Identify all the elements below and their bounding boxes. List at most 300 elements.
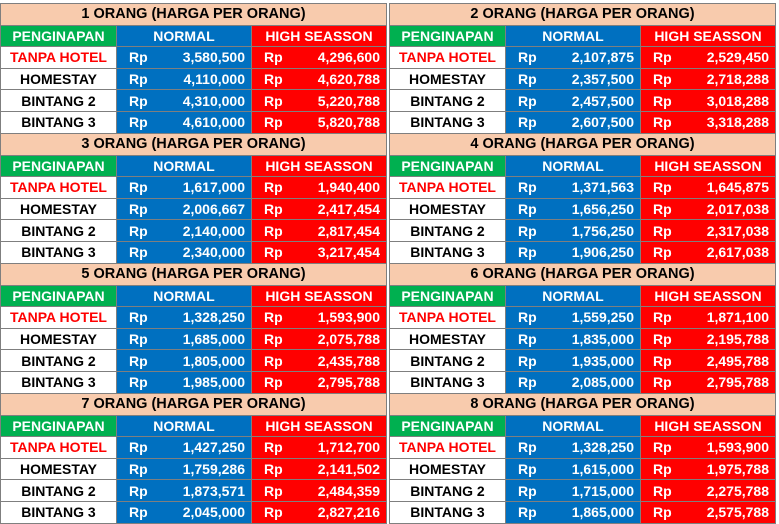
normal-price [117, 480, 252, 502]
accommodation-name: BINTANG 3 [1, 371, 117, 393]
currency-label: Rp [653, 309, 672, 326]
currency-label: Rp [518, 309, 537, 326]
accommodation-name: BINTANG 2 [390, 90, 506, 112]
normal-price [506, 458, 641, 480]
currency-label: Rp [518, 49, 537, 66]
high-season-price-value: 2,017,038 [706, 201, 769, 218]
table-row [1, 437, 387, 459]
table-row [390, 501, 776, 523]
currency-label: Rp [264, 504, 283, 521]
accommodation-name: TANPA HOTEL [390, 177, 506, 199]
price-table-grid [0, 3, 387, 134]
accommodation-name: HOMESTAY [390, 198, 506, 220]
currency-label: Rp [518, 114, 537, 131]
accommodation-name: BINTANG 2 [390, 220, 506, 242]
high-season-price [641, 350, 776, 372]
normal-price-value: 2,140,000 [182, 222, 245, 239]
high-season-price [252, 177, 387, 199]
currency-label: Rp [518, 439, 537, 456]
normal-price [506, 307, 641, 329]
table-row [390, 111, 776, 133]
header-high-season: HIGH SEASSON [252, 415, 387, 437]
price-table [389, 133, 775, 264]
high-season-price [641, 371, 776, 393]
table-title: 4 ORANG (HARGA PER ORANG) [390, 134, 776, 156]
high-season-price-value: 3,018,288 [706, 92, 769, 109]
table-row [390, 350, 776, 372]
currency-label: Rp [129, 114, 148, 131]
currency-label: Rp [129, 439, 148, 456]
high-season-price [252, 220, 387, 242]
high-season-price-value: 4,296,600 [317, 49, 380, 66]
accommodation-name: BINTANG 2 [390, 350, 506, 372]
header-normal: NORMAL [506, 415, 641, 437]
high-season-price [252, 68, 387, 90]
price-table [0, 263, 386, 394]
table-title: 6 ORANG (HARGA PER ORANG) [390, 264, 776, 286]
accommodation-name: TANPA HOTEL [1, 177, 117, 199]
currency-label: Rp [653, 331, 672, 348]
currency-label: Rp [264, 92, 283, 109]
currency-label: Rp [653, 504, 672, 521]
normal-price [506, 198, 641, 220]
high-season-price [641, 480, 776, 502]
high-season-price-value: 2,417,454 [317, 201, 380, 218]
accommodation-name: BINTANG 2 [1, 480, 117, 502]
table-row [390, 307, 776, 329]
normal-price-value: 2,107,875 [571, 49, 634, 66]
high-season-price [641, 458, 776, 480]
accommodation-name: BINTANG 3 [390, 241, 506, 263]
header-high-season: HIGH SEASSON [641, 25, 776, 47]
header-high-season: HIGH SEASSON [641, 415, 776, 437]
price-table-grid [0, 133, 387, 264]
high-season-price-value: 3,318,288 [706, 114, 769, 131]
accommodation-name: TANPA HOTEL [390, 47, 506, 69]
normal-price-value: 1,835,000 [571, 331, 634, 348]
normal-price [117, 68, 252, 90]
table-row [1, 241, 387, 263]
currency-label: Rp [264, 331, 283, 348]
currency-label: Rp [653, 461, 672, 478]
currency-label: Rp [129, 179, 148, 196]
currency-label: Rp [518, 482, 537, 499]
normal-price-value: 1,427,250 [182, 439, 245, 456]
currency-label: Rp [129, 482, 148, 499]
table-row [1, 501, 387, 523]
normal-price-value: 1,935,000 [571, 352, 634, 369]
high-season-price-value: 2,718,288 [706, 71, 769, 88]
normal-price [117, 458, 252, 480]
high-season-price [252, 241, 387, 263]
high-season-price [641, 307, 776, 329]
currency-label: Rp [653, 179, 672, 196]
header-penginapan: PENGINAPAN [390, 415, 506, 437]
table-row [1, 480, 387, 502]
high-season-price-value: 3,217,454 [317, 244, 380, 261]
normal-price-value: 3,580,500 [182, 49, 245, 66]
high-season-price [641, 198, 776, 220]
table-row [1, 220, 387, 242]
high-season-price-value: 1,975,788 [706, 461, 769, 478]
high-season-price-value: 2,195,788 [706, 331, 769, 348]
high-season-price-value: 2,275,788 [706, 482, 769, 499]
normal-price [506, 90, 641, 112]
normal-price [117, 177, 252, 199]
price-table-grid [389, 133, 776, 264]
normal-price [506, 501, 641, 523]
table-title: 8 ORANG (HARGA PER ORANG) [390, 394, 776, 416]
normal-price [117, 437, 252, 459]
high-season-price [252, 371, 387, 393]
header-high-season: HIGH SEASSON [252, 155, 387, 177]
normal-price-value: 1,328,250 [182, 309, 245, 326]
currency-label: Rp [129, 92, 148, 109]
currency-label: Rp [653, 439, 672, 456]
normal-price-value: 1,715,000 [571, 482, 634, 499]
accommodation-name: HOMESTAY [1, 198, 117, 220]
accommodation-name: HOMESTAY [1, 68, 117, 90]
header-high-season: HIGH SEASSON [252, 25, 387, 47]
normal-price [117, 328, 252, 350]
accommodation-name: BINTANG 2 [1, 350, 117, 372]
normal-price [506, 68, 641, 90]
table-row [390, 480, 776, 502]
price-table-grid [389, 393, 776, 524]
table-row [390, 47, 776, 69]
normal-price-value: 2,085,000 [571, 374, 634, 391]
high-season-price [641, 437, 776, 459]
normal-price-value: 2,607,500 [571, 114, 634, 131]
high-season-price-value: 2,795,788 [706, 374, 769, 391]
high-season-price [252, 328, 387, 350]
high-season-price-value: 2,575,788 [706, 504, 769, 521]
table-title: 2 ORANG (HARGA PER ORANG) [390, 4, 776, 26]
currency-label: Rp [264, 244, 283, 261]
normal-price-value: 1,371,563 [571, 179, 634, 196]
header-high-season: HIGH SEASSON [252, 285, 387, 307]
currency-label: Rp [653, 201, 672, 218]
header-normal: NORMAL [117, 415, 252, 437]
normal-price-value: 1,615,000 [571, 461, 634, 478]
table-row [390, 90, 776, 112]
currency-label: Rp [518, 92, 537, 109]
accommodation-name: BINTANG 3 [1, 501, 117, 523]
high-season-price-value: 1,593,900 [317, 309, 380, 326]
table-row [390, 198, 776, 220]
high-season-price [641, 501, 776, 523]
accommodation-name: BINTANG 3 [390, 501, 506, 523]
table-title: 1 ORANG (HARGA PER ORANG) [1, 4, 387, 26]
price-table [0, 133, 386, 264]
accommodation-name: TANPA HOTEL [390, 437, 506, 459]
high-season-price [252, 307, 387, 329]
normal-price [506, 328, 641, 350]
accommodation-name: TANPA HOTEL [390, 307, 506, 329]
currency-label: Rp [518, 244, 537, 261]
price-table-grid [389, 263, 776, 394]
currency-label: Rp [518, 179, 537, 196]
high-season-price [641, 220, 776, 242]
currency-label: Rp [129, 374, 148, 391]
high-season-price [641, 47, 776, 69]
header-normal: NORMAL [506, 285, 641, 307]
table-title: 3 ORANG (HARGA PER ORANG) [1, 134, 387, 156]
currency-label: Rp [653, 222, 672, 239]
normal-price [117, 111, 252, 133]
accommodation-name: HOMESTAY [1, 458, 117, 480]
accommodation-name: BINTANG 2 [1, 90, 117, 112]
header-penginapan: PENGINAPAN [390, 285, 506, 307]
currency-label: Rp [129, 352, 148, 369]
normal-price [117, 241, 252, 263]
normal-price-value: 1,685,000 [182, 331, 245, 348]
currency-label: Rp [264, 482, 283, 499]
header-normal: NORMAL [506, 155, 641, 177]
currency-label: Rp [518, 222, 537, 239]
price-table [0, 393, 386, 524]
normal-price [506, 111, 641, 133]
high-season-price-value: 2,141,502 [317, 461, 380, 478]
high-season-price-value: 1,593,900 [706, 439, 769, 456]
currency-label: Rp [653, 244, 672, 261]
normal-price-value: 2,045,000 [182, 504, 245, 521]
currency-label: Rp [264, 179, 283, 196]
high-season-price-value: 1,712,700 [317, 439, 380, 456]
header-penginapan: PENGINAPAN [1, 415, 117, 437]
currency-label: Rp [518, 352, 537, 369]
header-normal: NORMAL [117, 25, 252, 47]
currency-label: Rp [129, 49, 148, 66]
header-normal: NORMAL [117, 285, 252, 307]
normal-price-value: 2,457,500 [571, 92, 634, 109]
accommodation-name: HOMESTAY [390, 328, 506, 350]
high-season-price-value: 4,620,788 [317, 71, 380, 88]
high-season-price-value: 1,871,100 [706, 309, 769, 326]
normal-price [117, 501, 252, 523]
high-season-price-value: 2,317,038 [706, 222, 769, 239]
high-season-price [641, 328, 776, 350]
currency-label: Rp [264, 71, 283, 88]
currency-label: Rp [653, 482, 672, 499]
high-season-price [641, 68, 776, 90]
high-season-price [252, 47, 387, 69]
normal-price-value: 2,340,000 [182, 244, 245, 261]
normal-price-value: 1,865,000 [571, 504, 634, 521]
high-season-price-value: 1,645,875 [706, 179, 769, 196]
currency-label: Rp [653, 374, 672, 391]
currency-label: Rp [518, 331, 537, 348]
normal-price [117, 90, 252, 112]
price-table [389, 3, 775, 134]
header-penginapan: PENGINAPAN [1, 25, 117, 47]
normal-price-value: 2,357,500 [571, 71, 634, 88]
high-season-price-value: 2,795,788 [317, 374, 380, 391]
table-row [390, 437, 776, 459]
accommodation-name: BINTANG 3 [1, 111, 117, 133]
currency-label: Rp [518, 374, 537, 391]
normal-price [506, 241, 641, 263]
header-high-season: HIGH SEASSON [641, 285, 776, 307]
high-season-price [252, 437, 387, 459]
accommodation-name: BINTANG 3 [1, 241, 117, 263]
high-season-price [252, 480, 387, 502]
high-season-price-value: 2,075,788 [317, 331, 380, 348]
table-row [390, 68, 776, 90]
currency-label: Rp [264, 309, 283, 326]
price-table-grid [0, 393, 387, 524]
high-season-price-value: 2,827,216 [317, 504, 380, 521]
normal-price-value: 1,656,250 [571, 201, 634, 218]
table-row [1, 177, 387, 199]
high-season-price-value: 5,220,788 [317, 92, 380, 109]
normal-price-value: 4,310,000 [182, 92, 245, 109]
normal-price [506, 480, 641, 502]
currency-label: Rp [264, 114, 283, 131]
currency-label: Rp [653, 71, 672, 88]
table-row [390, 177, 776, 199]
table-row [1, 68, 387, 90]
currency-label: Rp [653, 114, 672, 131]
high-season-price [252, 90, 387, 112]
normal-price-value: 1,759,286 [182, 461, 245, 478]
high-season-price [641, 241, 776, 263]
high-season-price-value: 2,817,454 [317, 222, 380, 239]
accommodation-name: HOMESTAY [1, 328, 117, 350]
normal-price [117, 307, 252, 329]
currency-label: Rp [518, 504, 537, 521]
currency-label: Rp [518, 461, 537, 478]
currency-label: Rp [129, 331, 148, 348]
currency-label: Rp [518, 201, 537, 218]
normal-price [117, 47, 252, 69]
table-row [1, 198, 387, 220]
accommodation-name: BINTANG 3 [390, 111, 506, 133]
currency-label: Rp [653, 49, 672, 66]
currency-label: Rp [129, 222, 148, 239]
table-row [1, 307, 387, 329]
high-season-price [641, 111, 776, 133]
high-season-price [252, 501, 387, 523]
header-high-season: HIGH SEASSON [641, 155, 776, 177]
currency-label: Rp [129, 461, 148, 478]
normal-price-value: 1,906,250 [571, 244, 634, 261]
table-row [390, 220, 776, 242]
table-row [1, 350, 387, 372]
normal-price [506, 350, 641, 372]
currency-label: Rp [264, 222, 283, 239]
high-season-price [252, 198, 387, 220]
high-season-price-value: 2,435,788 [317, 352, 380, 369]
table-row [1, 111, 387, 133]
table-row [390, 458, 776, 480]
normal-price-value: 1,328,250 [571, 439, 634, 456]
table-row [1, 371, 387, 393]
normal-price-value: 2,006,667 [182, 201, 245, 218]
currency-label: Rp [653, 92, 672, 109]
price-table [389, 393, 775, 524]
table-row [1, 90, 387, 112]
high-season-price [252, 111, 387, 133]
normal-price-value: 1,756,250 [571, 222, 634, 239]
accommodation-name: HOMESTAY [390, 68, 506, 90]
high-season-price-value: 2,617,038 [706, 244, 769, 261]
accommodation-name: BINTANG 2 [390, 480, 506, 502]
normal-price-value: 1,873,571 [182, 482, 245, 499]
price-table-grid [389, 3, 776, 134]
currency-label: Rp [264, 352, 283, 369]
high-season-price [641, 90, 776, 112]
currency-label: Rp [264, 374, 283, 391]
normal-price [506, 371, 641, 393]
accommodation-name: TANPA HOTEL [1, 47, 117, 69]
high-season-price-value: 1,940,400 [317, 179, 380, 196]
normal-price-value: 4,610,000 [182, 114, 245, 131]
table-row [1, 458, 387, 480]
price-table-grid [0, 263, 387, 394]
table-row [390, 241, 776, 263]
normal-price-value: 1,805,000 [182, 352, 245, 369]
price-table [0, 3, 386, 134]
table-title: 5 ORANG (HARGA PER ORANG) [1, 264, 387, 286]
normal-price [117, 371, 252, 393]
accommodation-name: BINTANG 3 [390, 371, 506, 393]
high-season-price [252, 458, 387, 480]
normal-price-value: 1,559,250 [571, 309, 634, 326]
header-penginapan: PENGINAPAN [1, 285, 117, 307]
header-normal: NORMAL [117, 155, 252, 177]
high-season-price [252, 350, 387, 372]
currency-label: Rp [129, 244, 148, 261]
high-season-price [641, 177, 776, 199]
header-penginapan: PENGINAPAN [1, 155, 117, 177]
accommodation-name: HOMESTAY [390, 458, 506, 480]
header-normal: NORMAL [506, 25, 641, 47]
table-title: 7 ORANG (HARGA PER ORANG) [1, 394, 387, 416]
normal-price [506, 437, 641, 459]
currency-label: Rp [129, 201, 148, 218]
high-season-price-value: 2,484,359 [317, 482, 380, 499]
high-season-price-value: 2,529,450 [706, 49, 769, 66]
table-row [1, 328, 387, 350]
normal-price [506, 177, 641, 199]
header-penginapan: PENGINAPAN [390, 25, 506, 47]
accommodation-name: BINTANG 2 [1, 220, 117, 242]
high-season-price-value: 2,495,788 [706, 352, 769, 369]
accommodation-name: TANPA HOTEL [1, 437, 117, 459]
table-row [1, 47, 387, 69]
high-season-price-value: 5,820,788 [317, 114, 380, 131]
normal-price-value: 1,617,000 [182, 179, 245, 196]
currency-label: Rp [129, 504, 148, 521]
currency-label: Rp [129, 71, 148, 88]
normal-price [506, 220, 641, 242]
currency-label: Rp [653, 352, 672, 369]
currency-label: Rp [264, 461, 283, 478]
price-table [389, 263, 775, 394]
normal-price-value: 1,985,000 [182, 374, 245, 391]
table-row [390, 371, 776, 393]
table-row [390, 328, 776, 350]
currency-label: Rp [129, 309, 148, 326]
normal-price [117, 220, 252, 242]
currency-label: Rp [264, 201, 283, 218]
currency-label: Rp [264, 49, 283, 66]
normal-price [117, 350, 252, 372]
accommodation-name: TANPA HOTEL [1, 307, 117, 329]
normal-price [506, 47, 641, 69]
header-penginapan: PENGINAPAN [390, 155, 506, 177]
